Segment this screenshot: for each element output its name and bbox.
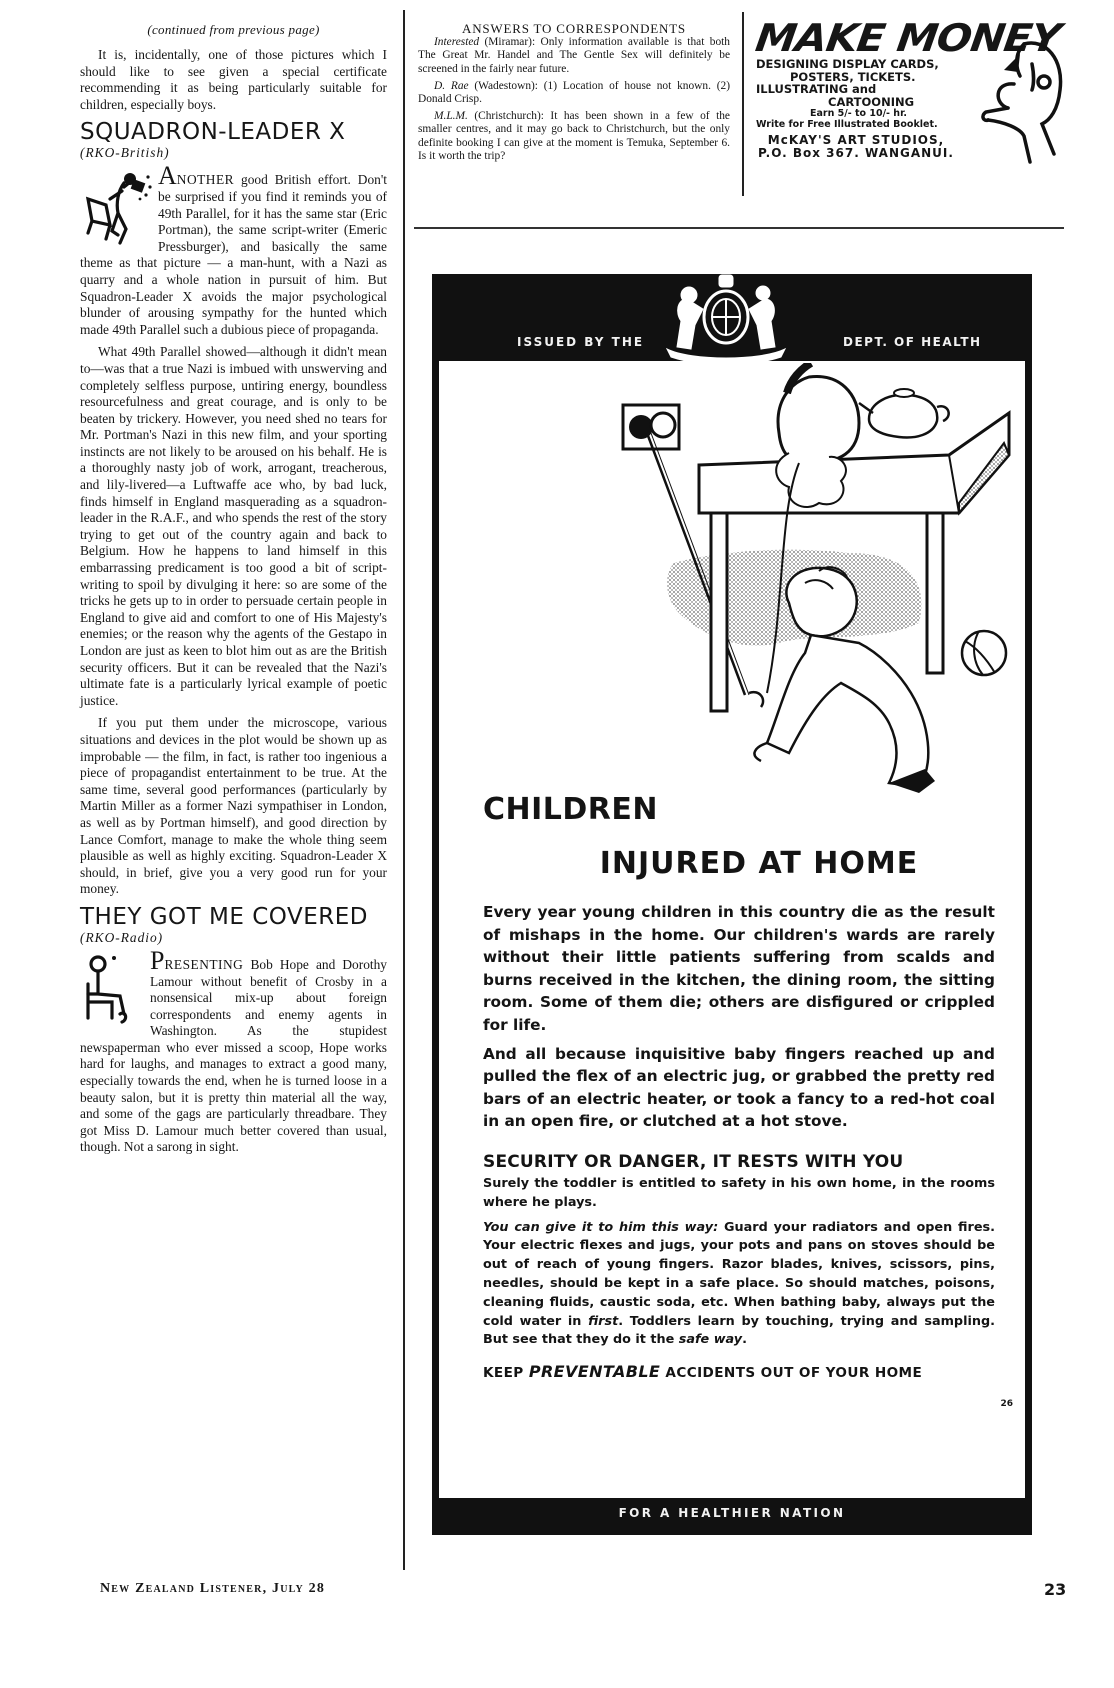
review-studio: (RKO-Radio)	[80, 929, 164, 945]
advert-paragraph: Every year young children in this country die as the result of mishaps in the home. Our children's wards are rarely without their little patients suffering from scalds and burns received in the kitchen, the dining room, the sitting room. Some of them die; others are disfigured or crippled for life.	[483, 903, 995, 1034]
advert-booklet: Write for Free Illustrated Booklet.	[756, 119, 938, 130]
dept-of-health-label: DEPT. OF HEALTH	[843, 335, 982, 349]
answer-item: Interested (Miramar): Only information available is that both The Great Mr. Handel and The Gentle Sex will definitely be screened in the fairly near future.	[418, 36, 731, 75]
review-paragraph: What 49th Parallel showed—although it didn't mean to—was that a true Nazi is imbued with unswerving and completely selfless purpose, untiring energy, boundless resourcefulness and great courage, and is only to be beaten by trickery. However, you need shed no tears for Mr. Portman's Nazi in this new film, and your sporting instincts are not likely to be aroused on his behalf. He is a thoroughly nasty job of work, arrogant, treacherous, and lily-livered—a Luftwaffe ace who, by bad luck, finds himself in England masquerading as a squadron-leader in the R.A.F., and who spends the rest of the story trying to get out of the country again and back to Belgium. How he happens to land himself in this embarrassing predicament is too good a bit of script-writing to spoil by divulging it here: so are some of the tricks he gets up to in order to persuade certain people in England to give aid and comfort to one of His Majesty's enemies; or the reason why the agents of the Gestapo in London are just as keen to blot him out as are the British security officers. But it can be revealed that the Nazi's ultimate fate is a particularly lyrical example of poetic justice.	[80, 344, 387, 708]
continued-label: (continued from previous page)	[147, 22, 320, 37]
review-lead-paragraph: PRESENTING Bob Hope and Dorothy Lamour without benefit of Crosby in a nonsensical mix-up about foreign correspondents and enemy agents in Washington. As the stupidest newspaperman who ever missed a scoop, Hope works hard for laughs, and manages to extract a good many, especially towards the end, when he is turned loose in a beauty salon, but it is pretty thin material all the way, and some of the gags are particularly threadbare. They got Miss D. Lamour much better covered than usual, though. Not a sarong in sight.	[80, 945, 387, 1155]
advert-body	[483, 793, 995, 1383]
review-lead	[80, 161, 387, 338]
headline-children: CHILDREN	[483, 792, 659, 827]
column-divider	[403, 10, 405, 1570]
advert-earnings: Earn 5/- to 10/- hr.	[810, 108, 908, 119]
answers-heading: ANSWERS TO CORRESPONDENTS	[462, 21, 686, 36]
advert-code: 26	[1000, 1399, 1013, 1409]
advert-line: CARTOONING	[828, 94, 915, 109]
intro-paragraph: It is, incidentally, one of those pictures which I should like to see given a special certificate recommending it as being particularly suitable for children, especially boys.	[80, 47, 387, 112]
review-lead	[80, 945, 387, 1156]
headline-injured-at-home: INJURED AT HOME	[599, 846, 919, 881]
review-title-they-got-me-covered: THEY GOT ME COVERED	[80, 903, 368, 930]
review-studio: (RKO-British)	[80, 145, 170, 161]
advert-line: POSTERS, TICKETS.	[790, 69, 916, 84]
advert-paragraph: You can give it to him this way: Guard your radiators and open fires. Your electric flexes and jugs, your pots and pans on stoves should be out of reach of young fingers. Razor blades, knives, scissors, pins, needles, should be kept in a safe place. So should matches, poisons, cleaning fluids, caustic soda, etc. When bathing baby, always put the cold water in first. Toddlers learn by touching, trying and sampling. But see that they do it the safe way.	[483, 1219, 995, 1348]
answer-item: D. Rae (Wadestown): (1) Location of house not known. (2) Donald Crisp.	[418, 79, 730, 106]
advert-paragraph: And all because inquisitive baby fingers reached up and pulled the flex of an electric jug, or grabbed the pretty red bars of an electric heater, or took a fancy to a red-hot coal in an open fire, or clutched at a hot stove.	[483, 1044, 995, 1131]
advert-address: P.O. Box 367. WANGANUI.	[758, 146, 954, 160]
advert-paragraph: Surely the toddler is entitled to safety in his own home, in the rooms where he plays.	[483, 1175, 995, 1210]
cartoon-face-icon	[974, 24, 1066, 164]
seated-figure-cartoon-icon	[80, 954, 146, 1026]
advert-header-band	[439, 281, 1025, 361]
publication-footer: New Zealand Listener, July 28	[100, 1581, 326, 1596]
film-reviews-column	[80, 22, 387, 1156]
advert-line: DESIGNING DISPLAY CARDS,	[756, 57, 939, 71]
dept-of-health-advert	[432, 274, 1032, 1535]
advert-line: ILLUSTRATING and	[756, 82, 877, 96]
page-number: 23	[1044, 1580, 1067, 1599]
review-title-squadron-leader-x: SQUADRON-LEADER X	[80, 119, 346, 146]
royal-coat-of-arms-icon	[651, 269, 801, 365]
issued-by-label: ISSUED BY THE	[517, 335, 645, 349]
make-money-advert	[752, 16, 1066, 168]
answers-to-correspondents	[418, 22, 730, 167]
photographer-cartoon-icon	[80, 169, 154, 249]
advert-slogan: KEEP PREVENTABLE ACCIDENTS OUT OF YOUR HOME	[483, 1362, 923, 1382]
advert-studio: McKAY'S ART STUDIOS,	[767, 133, 945, 147]
horizontal-rule	[414, 227, 1064, 229]
drop-cap: P	[150, 945, 165, 975]
review-paragraph: If you put them under the microscope, various situations and devices in the plot would be shown up as improbable — the film, in fact, is rather too ingenious a piece of propagandist entertainment to be true. At the same time, several good performances (particularly by Martin Miller as a former Nazi sympathiser in London, as well as by Portman himself), and good direction by Lance Comfort, manage to make the whole thing seem plausible as well as highly exciting. Squadron-Leader X should, in brief, give you a very good run for your money.	[80, 715, 387, 897]
drop-cap: A	[158, 161, 177, 191]
column-divider	[742, 12, 744, 196]
answer-item: M.L.M. (Christchurch): It has been shown in a few of the smaller centres, and it may go back to Christchurch, but the only definite booking I can give at the moment is Temuka, September 6. Is it worth the trip?	[418, 110, 730, 162]
advert-subheading: SECURITY OR DANGER, IT RESTS WITH YOU	[483, 1151, 904, 1172]
advert-footer-band: FOR A HEALTHIER NATION	[439, 1498, 1025, 1528]
review-lead-paragraph: ANOTHER good British effort. Don't be surprised if you find it reminds you of 49th Parallel, for it has the same star (Eric Portman), the same script-writer (Emeric Pressburger), and basically the same theme as that picture — a man-hunt, with a Nazi as quarry and a whole nation in pursuit of him. But Squadron-Leader X avoids the major psychological blunder of arousing sympathy for the hunted which made 49th Parallel such a dubious piece of propaganda.	[80, 161, 387, 337]
advert-title: MAKE MONEY	[752, 16, 1063, 60]
toddler-pulling-flex-illustration	[449, 363, 1029, 803]
